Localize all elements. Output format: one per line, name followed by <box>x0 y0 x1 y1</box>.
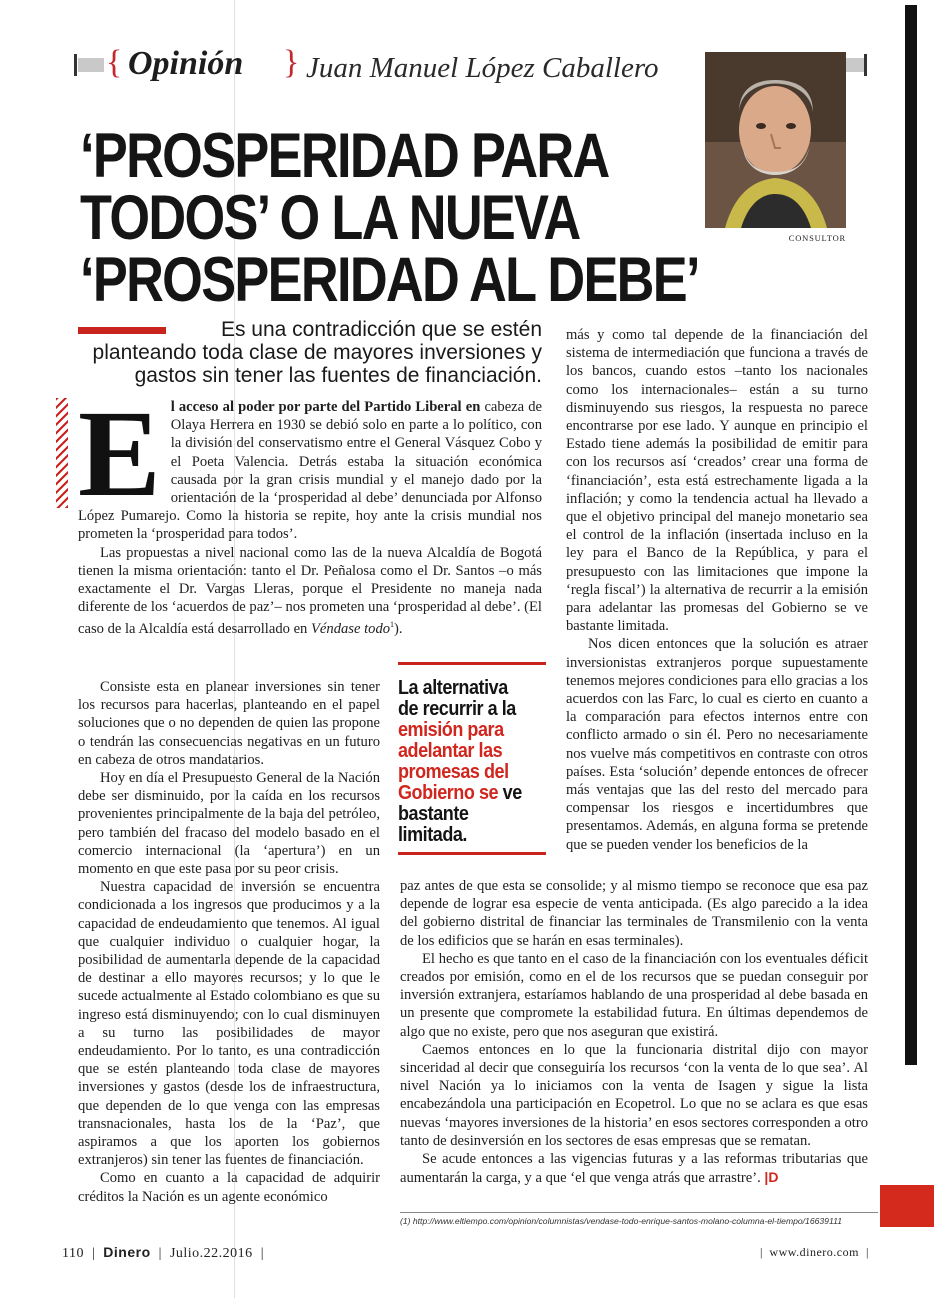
section-brace-open: { <box>106 44 123 81</box>
body-intro: E l acceso al poder por parte del Partido Liberal en cabeza de Olaya Herrera en 1930 se debió solo en parte a lo político, con la división del conservatismo entre el General Vásquez Cobo y el Poeta Valencia. Detrás estaba la situación económica causada por la gran crisis mundial y el manejo dado por la orientación de la ‘prosperidad al debe’ denunciada por Alfonso López Pumarejo. Como la historia se repite, hoy ante la crisis mundial nos prometen la ‘prosperidad para todos’. Las propuestas a nivel nacional como las de la nueva Alcaldía de Bogotá tienen la misma orientación: tanto el Dr. Peñalosa como el Dr. Santos –o más exactamente el Dr. Vargas Lleras, porque el Presidente no maneja nada diferente de los ‘acuerdos de paz’– nos prometen una ‘prosperidad al debe’. (El caso de la Alcaldía está desarrollado en Véndase todo$^1$). <box>78 385 543 638</box>
paragraph: cabeza de Olaya Herrera en 1930 se debió solo en parte a lo político, con la división del conservatismo entre el General Vásquez Cobo y el Poeta Valencia. Detrás estaba la situación económica causada por la gran crisis mundial y el manejo dado por la orientación de la ‘prosperidad al debe’ denunciada por Alfonso López Pumarejo. Como la historia se repite, hoy ante la crisis mundial nos prometen la ‘prosperidad para todos’. <box>78 399 543 543</box>
header-rule-cap-left <box>74 54 77 76</box>
dropcap-hatch-decoration <box>56 398 68 508</box>
pull-quote <box>398 678 529 846</box>
dropcap-letter: E <box>78 385 161 522</box>
folio-right: | www.dinero.com | <box>760 1245 869 1259</box>
photo-caption: CONSULTOR <box>788 233 846 243</box>
pullquote-bottom-rule <box>398 852 546 855</box>
paragraph: Las propuestas a nivel nacional como las de la nueva Alcaldía de Bogotá tienen la misma orientación: tanto el Dr. Peñalosa como el Dr. Santos –o más exactamente el Dr. Vargas Lleras, porque el Presidente no maneja nada diferente de los ‘acuerdos de paz’– nos prometen una ‘prosperidad al debe’. (El caso de la Alcaldía está desarrollado en <box>78 544 542 638</box>
pull-quote-highlight: emisión para adelantar las promesas del Gobierno se <box>398 719 509 804</box>
magazine-name: Dinero <box>103 1244 151 1260</box>
deck-text: Es una contradicción que se estén planteando toda clase de mayores inversiones y gastos sin tener las fuentes de financiación. <box>92 318 542 387</box>
title-line: ‘PROSPERIDAD PARA <box>80 121 609 191</box>
title-line: ‘PROSPERIDAD AL DEBE’ <box>80 245 699 315</box>
paragraph: El hecho es que tanto en el caso de la financiación con los eventuales déficit creados por emisión, como en el de los recursos que se puedan conseguir por inversión extranjera, estaríamos hablando de una prosperidad al debe basada en un presente que compromete la estabilidad futura. En últimas dependemos de algo que no existe, pero que nos aseguran que existirá. <box>400 950 868 1040</box>
issue-date: Julio.22.2016 <box>169 1246 253 1261</box>
section-brace-close: } <box>283 44 300 81</box>
paragraph: paz antes de que esta se consolide; y al mismo tiempo se reconoce que esa paz depende de lograr esa especie de venta anticipada. (Es algo parecido a la idea del gobierno distrital de financiar las terminales de Transmilenio con la venta de los edificios que se harán en esas terminales). <box>400 878 868 949</box>
header-rule-left <box>78 58 104 72</box>
website-url: www.dinero.com <box>769 1245 859 1259</box>
folio-left: 110 | Dinero | Julio.22.2016 | <box>62 1244 264 1261</box>
header-rule-right <box>846 58 864 72</box>
paragraph: Consiste esta en planear inversiones sin tener los recursos para hacerlas, planteando en el papel soluciones que o no dependen de quien las propone o tendrán las consecuencias negativas en un futuro en cabeza de otros mandatarios. <box>78 679 380 768</box>
body-column-right <box>566 326 868 854</box>
body-column-left <box>78 678 380 1206</box>
lead-in: l acceso al poder por parte del Partido Liberal en <box>170 399 481 415</box>
paragraph: Como en cuanto a la capacidad de adquirir créditos la Nación es un agente económico <box>78 1170 380 1205</box>
pull-quote-part: La alternativa de recurrir a la <box>398 677 516 720</box>
end-of-article-mark: |D <box>764 1169 779 1186</box>
footnote: (1) http://www.eltiempo.com/opinion/columnistas/vendase-todo-enrique-santos-molano-columna-el-tiempo/16639111 <box>400 1212 878 1226</box>
body-wide-section <box>400 877 868 1187</box>
paragraph: Hoy en día el Presupuesto General de la Nación debe ser disminuido, por la caída en los recursos provenientes principalmente de la baja del petróleo, pero también del fracaso del modelo basado en el comercio internacional (la ‘apertura’) en un momento en que este pasa por su peor crisis. <box>78 770 380 878</box>
section-tab-marker <box>880 1185 934 1227</box>
paragraph: más y como tal depende de la financiación del sistema de intermediación que funciona a través de los bancos, cuando estos –tanto los nacionales como los internacionales– están a su turno disminuyendo sus riesgos, la respuesta no parece encontrarse por ese lado. Y aunque en principio el Estado tiene además la posibilidad de emitir para con los recursos así ‘creados’ crear una forma de ‘financiación’, esta está estrechamente ligada a la inflación; y como la tendencia actual ha llevado a que el objetivo principal del manejo monetario sea el control de la inflación (insertada incluso en la ley para el Banco de la República, y para el presupuesto con las limitaciones que impone la ‘regla fiscal’) la alternativa de recurrir a la emisión para adelantar las promesas del Gobierno se ve bastante limitada. <box>566 327 868 635</box>
header-rule-cap-right <box>864 54 867 76</box>
paragraph: Caemos entonces en lo que la funcionaria distrital dijo con mayor sinceridad al decir que conseguiría los recursos ‘con la venta de lo que sea’. Al nivel Nación ya lo iniciamos con la venta de Isagen y sigue la lista encabezándola una participación en Ecopetrol. Lo que no se aclara es que esas nuevas ‘mayores inversiones de la historia’ en esos sectores corresponden a otro tanto de desinversión en los sectores de esas empresas que se rematan. <box>400 1041 868 1149</box>
author-name: Juan Manuel López Caballero <box>306 52 659 84</box>
pull-quote-part: ve bastante limitada. <box>398 782 522 846</box>
paragraph: Nos dicen entonces que la solución es atraer inversionistas extranjeros porque supuestamente tenemos mejores condiciones para ello gracias a los acuerdos con las Farc, lo cual es cierto en cuanto a la comparación para efectos internos entre con conflicto armado o sin él. Pero no necesariamente nos vuelve más competitivos en contraste con otros países. Esta ‘solución’ depende entonces de ofrecer más ventajas que las del resto del mercado para compensar los riesgos e incertidumbres que presentamos. Además, en alguna forma se pretende que se pueden vender los beneficios de la <box>566 636 868 853</box>
article-deck <box>78 318 542 387</box>
page-number: 110 <box>62 1246 84 1261</box>
paragraph: Se acude entonces a las vigencias futuras y a las reformas tributarias que aumentarán la carga, y a que ‘el que venga atrás que arrastre’. <box>400 1151 868 1187</box>
author-photo <box>705 52 846 228</box>
title-line: TODOS’ O LA NUEVA <box>80 183 580 253</box>
pullquote-top-rule <box>398 662 546 665</box>
footnote-ref: 1 <box>390 620 395 630</box>
paragraph: Nuestra capacidad de inversión se encuentra condicionada a los ingresos que producimos y a la capacidad de endeudamiento que tenemos. Al igual que cualquier individuo o cualquier hogar, la posibilidad de aumentarla depende de la capacidad de destinar a ello mayores recursos; y lo que le sucede actualmente al Estado colombiano es que su ingreso está disminuyendo; con lo cual disminuyen a su turno las posibilidades de mayor endeudamiento. Por lo tanto, es una contradicción que se estén planteando toda clase de mayores inversiones y gastos (desde los de infraestructura, que dependen de lo que venga con las empresas transnacionales, hasta los de la ‘Paz’, que aspiramos a que los aporten los gobiernos extranjeros) sin tener las fuentes de financiación. <box>78 879 380 1169</box>
cited-title: Véndase todo <box>311 621 391 638</box>
page-edge-rule <box>905 5 917 1065</box>
article-title <box>80 121 699 315</box>
section-label: Opinión <box>128 45 244 82</box>
